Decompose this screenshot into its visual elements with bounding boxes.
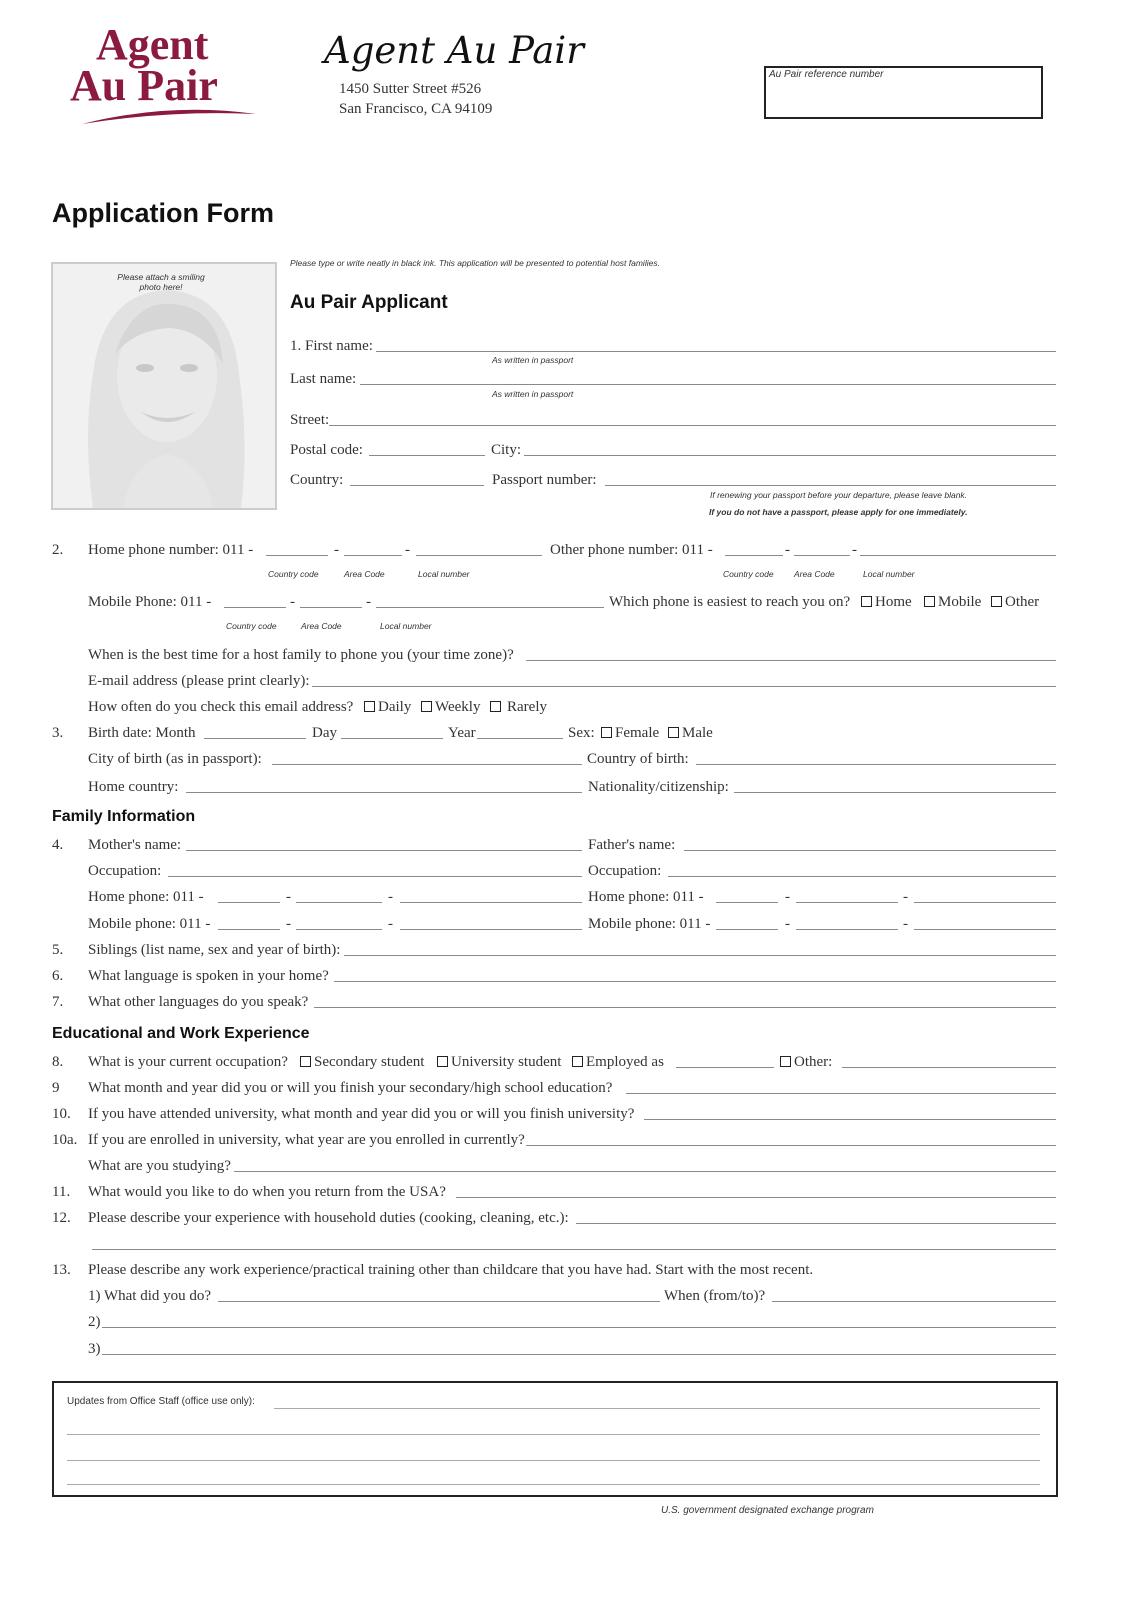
postal-code-field[interactable] [369,455,485,456]
university-option[interactable] [437,1053,561,1071]
instructions: Please type or write neatly in black ink. This application will be presented to potential host families. [290,258,660,268]
mobile-checkbox[interactable] [924,596,935,607]
script-title: Agent Au Pair [324,29,584,72]
other-phone-country-field[interactable] [725,555,783,556]
birth-day-field[interactable] [341,738,443,739]
logo-swoosh-icon [80,106,260,128]
office-line-1[interactable] [274,1408,1040,1409]
daily-checkbox[interactable] [364,701,375,712]
nationality-field[interactable] [734,792,1056,793]
logo [66,22,266,134]
footer-note: U.S. government designated exchange program [661,1505,874,1516]
mother-home-phone-label: Home phone: 011 - [88,889,204,905]
father-mobile-phone-local-field[interactable] [914,929,1056,930]
q4-number: 4. [52,837,64,853]
mother-mobile-phone-label: Mobile phone: 011 - [88,916,211,932]
q10a-label: If you are enrolled in university, what year are you enrolled in currently? [88,1132,525,1148]
father-mobile-phone-label: Mobile phone: 011 - [588,916,711,932]
dash: - [785,542,790,558]
other-local-number-note: Local number [863,569,915,579]
country-birth-label: Country of birth: [587,751,689,767]
mother-name-field[interactable] [186,850,582,851]
dash: - [903,916,908,932]
q9-field[interactable] [626,1093,1056,1094]
city-birth-field[interactable] [272,764,582,765]
postal-code-label: Postal code: [290,442,363,458]
mobile-country-code-note: Country code [226,621,277,631]
home-country-code-note: Country code [268,569,319,579]
q12-label: Please describe your experience with household duties (cooking, cleaning, etc.): [88,1210,569,1226]
country-field[interactable] [350,485,484,486]
family-heading: Family Information [52,808,196,825]
home-phone-label: Home phone number: 011 - [88,542,254,558]
passport-field[interactable] [605,485,1056,486]
occupation-question-label: What is your current occupation? [88,1054,288,1070]
q10-number: 10. [52,1106,71,1122]
mobile-area-code-note: Area Code [301,621,342,631]
q10a-field[interactable] [526,1145,1056,1146]
mobile-option-label: Mobile [938,594,982,610]
dash: - [903,889,908,905]
male-option[interactable] [668,724,713,742]
city-birth-label: City of birth (as in passport): [88,751,262,767]
street-label: Street: [290,412,330,428]
q12-field[interactable] [576,1223,1056,1224]
weekly-option[interactable] [421,698,480,716]
mobile-phone-local-field[interactable] [376,607,604,608]
reference-number-box[interactable] [764,66,1043,119]
what-did-field[interactable] [218,1301,660,1302]
father-mobile-phone-country-field[interactable] [716,929,778,930]
email-field[interactable] [312,686,1056,687]
rarely-checkbox[interactable] [490,701,501,712]
home-phone-country-field[interactable] [266,555,328,556]
birth-year-label: Year [448,725,476,741]
dash: - [366,594,371,610]
q5-number: 5. [52,942,64,958]
q2-number: 2. [52,542,64,558]
easiest-phone-label: Which phone is easiest to reach you on? [609,594,851,610]
father-occupation-label: Occupation: [588,863,662,879]
other-phone-area-field[interactable] [794,555,850,556]
birth-year-field[interactable] [477,738,563,739]
mobile-phone-area-field[interactable] [300,607,362,608]
female-checkbox[interactable] [601,727,612,738]
other-occupation-field[interactable] [842,1067,1056,1068]
weekly-checkbox[interactable] [421,701,432,712]
item2-field[interactable] [102,1327,1056,1328]
father-home-phone-country-field[interactable] [716,902,778,903]
home-area-code-note: Area Code [344,569,385,579]
home-country-field[interactable] [186,792,582,793]
other-phone-label: Other phone number: 011 - [550,542,713,558]
office-use-label: Updates from Office Staff (office use only): [67,1396,255,1407]
father-home-phone-area-field[interactable] [796,902,898,903]
weekly-option-label: Weekly [435,699,481,715]
photo-note: Please attach a smiling photo here! [117,272,205,292]
dash: - [290,594,295,610]
secondary-option[interactable] [300,1053,424,1071]
passport-note-1: If renewing your passport before your departure, please leave blank. [710,490,968,500]
city-label: City: [491,442,522,458]
other-occupation-checkbox[interactable] [780,1056,791,1067]
q10a-number: 10a. [52,1132,78,1148]
q8-number: 8. [52,1054,64,1070]
office-line-4[interactable] [67,1484,1040,1485]
photo-area[interactable] [51,262,277,510]
q12-number: 12. [52,1210,71,1226]
check-email-label: How often do you check this email address? [88,699,354,715]
dash: - [388,889,393,905]
employed-as-field[interactable] [676,1067,774,1068]
reference-number-label: Au Pair reference number [769,69,884,80]
dash: - [286,889,291,905]
mother-home-phone-area-field[interactable] [296,902,382,903]
q11-label: What would you like to do when you return from the USA? [88,1184,446,1200]
page-title: Application Form [52,198,274,228]
education-heading: Educational and Work Experience [52,1025,310,1042]
other-area-code-note: Area Code [794,569,835,579]
logo-line2: Au Pair [70,61,218,110]
other-country-code-note: Country code [723,569,774,579]
q13-number: 13. [52,1262,71,1278]
male-option-label: Male [682,725,713,741]
home-local-number-note: Local number [418,569,470,579]
first-name-note: As written in passport [492,355,574,365]
first-name-field[interactable] [376,351,1056,352]
birth-month-label: Birth date: Month [88,725,196,741]
address-line1: 1450 Sutter Street #526 [339,81,482,97]
home-phone-area-field[interactable] [344,555,402,556]
other-phone-local-field[interactable] [860,555,1056,556]
item3-field[interactable] [102,1354,1056,1355]
home-checkbox[interactable] [861,596,872,607]
female-option[interactable] [601,724,659,742]
father-occupation-field[interactable] [668,876,1056,877]
rarely-option[interactable] [490,698,547,716]
passport-label: Passport number: [492,472,597,488]
siblings-field[interactable] [344,955,1056,956]
country-label: Country: [290,472,344,488]
mother-name-label: Mother's name: [88,837,182,853]
dash: - [785,889,790,905]
nationality-label: Nationality/citizenship: [588,779,729,795]
sex-label: Sex: [568,725,595,741]
when-field[interactable] [772,1301,1056,1302]
birth-day-label: Day [312,725,337,741]
office-line-2[interactable] [67,1434,1040,1435]
dash: - [334,542,339,558]
daily-option-label: Daily [378,699,412,715]
mother-mobile-phone-country-field[interactable] [218,929,280,930]
other-checkbox[interactable] [991,596,1002,607]
item2-label: 2) [88,1314,101,1330]
q3-number: 3. [52,725,64,741]
office-line-3[interactable] [67,1460,1040,1461]
mother-home-phone-local-field[interactable] [400,902,582,903]
best-time-field[interactable] [526,660,1056,661]
email-label: E-mail address (please print clearly): [88,673,310,689]
easiest-other-option[interactable] [991,593,1039,611]
dash: - [405,542,410,558]
other-option-label: Other [1005,594,1040,610]
item3-label: 3) [88,1341,101,1357]
q12-field-line2[interactable] [92,1249,1056,1250]
city-field[interactable] [524,455,1056,456]
q7-number: 7. [52,994,64,1010]
address-line2: San Francisco, CA 94109 [339,101,493,117]
secondary-option-label: Secondary student [314,1054,425,1070]
university-checkbox[interactable] [437,1056,448,1067]
applicant-heading: Au Pair Applicant [290,292,448,313]
home-country-label: Home country: [88,779,179,795]
first-name-label: 1. First name: [290,338,373,354]
mobile-local-number-note: Local number [380,621,432,631]
last-name-field[interactable] [360,384,1056,385]
best-time-label: When is the best time for a host family to phone you (your time zone)? [88,647,514,663]
dash: - [785,916,790,932]
home-phone-local-field[interactable] [416,555,542,556]
studying-label: What are you studying? [88,1158,231,1174]
other-occupation-option[interactable] [780,1053,832,1071]
last-name-note: As written in passport [492,389,574,399]
dash: - [388,916,393,932]
secondary-checkbox[interactable] [300,1056,311,1067]
home-option-label: Home [875,594,912,610]
passport-note-2: If you do not have a passport, please apply for one immediately. [709,507,968,517]
street-field[interactable] [329,425,1056,426]
q10-label: If you have attended university, what month and year did you or will you finish university? [88,1106,635,1122]
rarely-option-label: Rarely [507,699,547,715]
q11-number: 11. [52,1184,71,1200]
employed-checkbox[interactable] [572,1056,583,1067]
employed-option-label: Employed as [586,1054,664,1070]
dash: - [852,542,857,558]
country-birth-field[interactable] [696,764,1056,765]
employed-option[interactable] [572,1053,664,1071]
other-occupation-label: Other: [794,1054,833,1070]
daily-option[interactable] [364,698,411,716]
easiest-mobile-option[interactable] [924,593,981,611]
studying-field[interactable] [234,1171,1056,1172]
last-name-label: Last name: [290,371,357,387]
mother-home-phone-country-field[interactable] [218,902,280,903]
father-name-field[interactable] [684,850,1056,851]
mobile-phone-label: Mobile Phone: 011 - [88,594,212,610]
birth-month-field[interactable] [204,738,306,739]
father-name-label: Father's name: [588,837,676,853]
q6-number: 6. [52,968,64,984]
mother-mobile-phone-local-field[interactable] [400,929,582,930]
female-option-label: Female [615,725,660,741]
mother-occupation-label: Occupation: [88,863,162,879]
father-mobile-phone-area-field[interactable] [796,929,898,930]
when-label: When (from/to)? [664,1288,766,1304]
father-home-phone-label: Home phone: 011 - [588,889,704,905]
father-home-phone-local-field[interactable] [914,902,1056,903]
q10-field[interactable] [644,1119,1056,1120]
dash: - [286,916,291,932]
siblings-label: Siblings (list name, sex and year of birth): [88,942,341,958]
mobile-phone-country-field[interactable] [224,607,286,608]
what-did-label: 1) What did you do? [88,1288,212,1304]
office-use-box [52,1381,1058,1497]
university-option-label: University student [451,1054,562,1070]
male-checkbox[interactable] [668,727,679,738]
other-languages-field[interactable] [314,1007,1056,1008]
language-home-label: What language is spoken in your home? [88,968,329,984]
other-languages-label: What other languages do you speak? [88,994,309,1010]
mother-occupation-field[interactable] [168,876,582,877]
logo-line1: Agent [96,20,209,69]
language-home-field[interactable] [334,981,1056,982]
easiest-home-option[interactable] [861,593,912,611]
mother-mobile-phone-area-field[interactable] [296,929,382,930]
placeholder-face-icon [53,264,275,508]
q13-label: Please describe any work experience/practical training other than childcare that you have had. Start with the most recent. [88,1262,814,1278]
q11-field[interactable] [456,1197,1056,1198]
q9-number: 9 [52,1080,60,1096]
q9-label: What month and year did you or will you finish your secondary/high school education? [88,1080,613,1096]
